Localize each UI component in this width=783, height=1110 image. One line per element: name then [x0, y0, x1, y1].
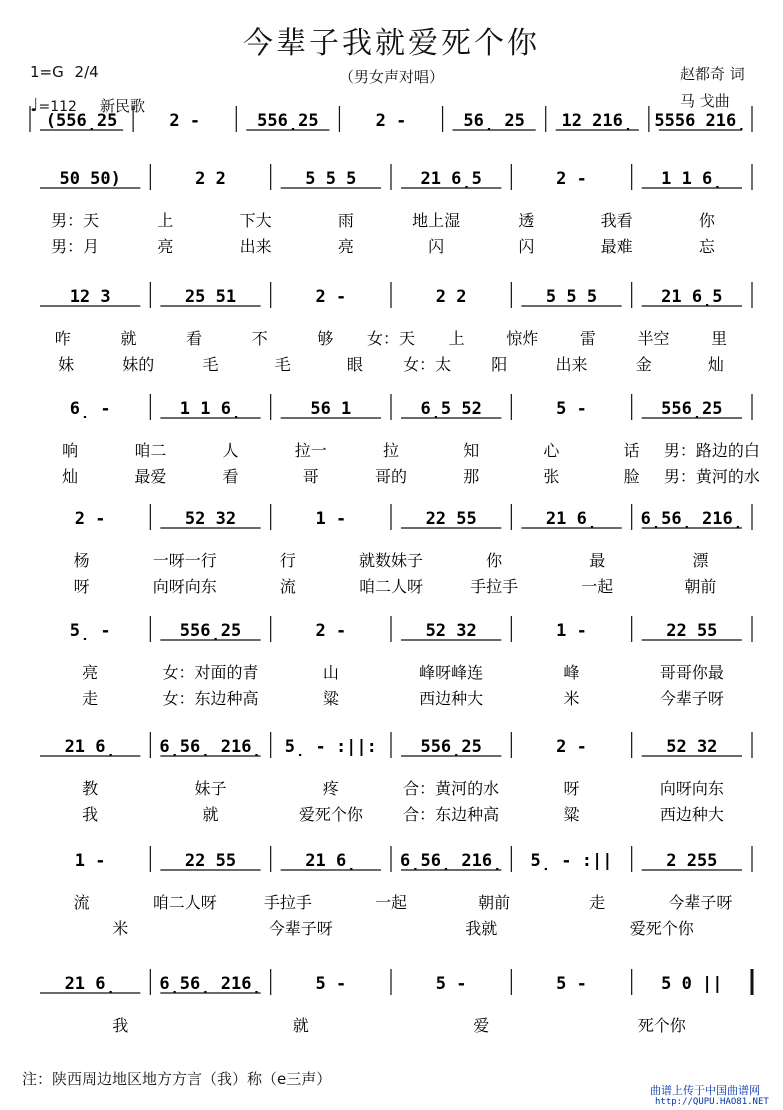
measure-notes: 2 2	[195, 169, 226, 189]
measure-notes: 556̣25	[661, 399, 723, 419]
lyric-text: 一起	[581, 577, 614, 596]
measure-notes: 5 -	[435, 974, 467, 994]
lyric-text: 哥	[302, 467, 319, 486]
lyric-text: 忘	[698, 237, 715, 256]
measure-notes: 21 6̣	[64, 737, 116, 757]
measure-notes: 52 32	[184, 509, 237, 529]
measure-notes: 5 -	[556, 974, 587, 994]
time-signature: 2/4	[74, 63, 99, 81]
watermark-text: 曲谱上传于中国曲谱网	[650, 1084, 760, 1097]
lyric-text: 阳	[491, 355, 508, 374]
lyric-text: 我看	[600, 211, 633, 230]
lyric-text: 透	[518, 211, 535, 230]
lyric-text: 米	[112, 919, 129, 938]
lyric-text: 不	[251, 329, 268, 348]
measure-notes: 2 -	[375, 111, 407, 131]
lyric-text: 看	[186, 329, 203, 348]
measure-notes: 22 55	[184, 851, 237, 871]
measure-notes: 2 -	[315, 621, 347, 641]
lyric-text: 呀	[563, 779, 580, 798]
measure-notes: 52 32	[666, 737, 718, 757]
measure-notes: 50 50)	[59, 169, 121, 189]
measure-notes: 6̣5 52	[420, 399, 482, 419]
measure-notes: 6̣56̣ 216̣	[159, 974, 262, 994]
lyric-text: 拉一	[294, 441, 327, 460]
lyric-text: 闪	[428, 237, 445, 256]
lyric-text: 杨	[73, 551, 90, 570]
lyric-text: 最爱	[134, 467, 167, 486]
lyric-text: 西边种大	[419, 689, 484, 708]
lyric-text: 合：东边种高	[403, 805, 500, 824]
lyric-text: 雷	[579, 329, 596, 348]
lyric-text: 一起	[374, 893, 408, 912]
song-subtitle: （男女声对唱）	[338, 68, 444, 86]
lyric-text: 出来	[239, 237, 272, 256]
lyric-text: 峰	[563, 663, 580, 682]
composer-credit: 马 戈曲	[680, 92, 730, 110]
measure-notes: (556̣25	[45, 111, 118, 131]
measure-notes: 52 32	[425, 621, 477, 641]
lyric-text: 女：太	[403, 355, 452, 374]
lyric-text: 呀	[73, 577, 90, 596]
lyric-text: 西边种大	[659, 805, 724, 824]
measure-notes: 2 -	[556, 737, 587, 757]
lyric-text: 够	[317, 329, 334, 348]
measure-notes: 5 -	[556, 399, 587, 419]
measure-notes: 1 -	[74, 851, 106, 871]
lyric-text: 亮	[82, 663, 99, 682]
measure-notes: 556̣25	[179, 621, 242, 641]
lyric-text: 哥哥你最	[659, 663, 724, 682]
measure-notes: 6̣56̣ 216̣	[159, 737, 262, 757]
lyric-text: 合：黄河的水	[403, 779, 500, 798]
measure-notes: 2 -	[74, 509, 106, 529]
lyric-text: 出来	[555, 355, 588, 374]
lyric-text: 咱二人呀	[358, 577, 424, 596]
lyric-text: 我就	[465, 919, 498, 938]
lyric-text: 今辈子呀	[268, 919, 333, 938]
lyric-text: 死个你	[637, 1016, 686, 1035]
lyric-text: 向呀向东	[152, 577, 217, 596]
lyric-text: 毛	[202, 355, 219, 374]
lyric-text: 就	[120, 329, 137, 348]
lyric-text: 我	[112, 1016, 129, 1035]
lyric-text: 人	[222, 441, 239, 460]
lyric-text: 男：月	[51, 237, 100, 256]
measure-notes: 5 5 5	[305, 169, 357, 189]
measure-notes: 56 1	[310, 399, 352, 419]
measure-notes: 2 255	[666, 851, 718, 871]
lyric-text: 上	[157, 211, 174, 230]
lyric-text: 就数妹子	[358, 551, 424, 570]
measure-notes: 6̣56̣ 216̣	[399, 851, 503, 871]
lyric-text: 妹	[58, 355, 75, 374]
measure-notes: 6̣ -	[69, 399, 111, 419]
song-title: 今辈子我就爱死个你	[243, 26, 540, 61]
lyric-text: 亮	[157, 237, 174, 256]
lyric-text: 女：东边种高	[162, 689, 259, 708]
measure-notes: 21 6̣5	[661, 287, 723, 307]
measure-notes: 22 55	[425, 509, 477, 529]
lyric-text: 闪	[518, 237, 535, 256]
lyric-text: 我	[82, 805, 99, 824]
measure-notes: 5̣ -	[69, 621, 111, 641]
lyric-text: 地上湿	[412, 211, 461, 230]
lyric-text: 向呀向东	[659, 779, 724, 798]
lyric-text: 看	[222, 467, 239, 486]
lyric-text: 最难	[600, 237, 633, 256]
lyric-text: 朝前	[478, 893, 511, 912]
measure-notes: 56̣ 25	[463, 111, 525, 131]
lyric-text: 话	[623, 441, 640, 460]
lyric-text: 惊炸	[506, 329, 539, 348]
lyric-text: 走	[589, 893, 606, 912]
lyric-text: 教	[82, 779, 99, 798]
lyric-text: 妹的	[122, 355, 155, 374]
measure-notes: 556̣25	[257, 111, 319, 131]
lyric-text: 手拉手	[263, 893, 312, 912]
measure-notes: 6̣56̣ 216̣	[640, 509, 744, 529]
lyric-text: 手拉手	[470, 577, 519, 596]
lyric-text: 你	[486, 551, 503, 570]
lyric-text: 山	[322, 663, 339, 682]
lyric-text: 毛	[274, 355, 291, 374]
lyric-text: 流	[73, 893, 90, 912]
measure-notes: 1 -	[315, 509, 347, 529]
measure-notes: 2 -	[169, 111, 201, 131]
lyric-text: 脸	[623, 467, 640, 486]
lyric-text: 女：天	[366, 329, 416, 348]
measure-notes: 556̣25	[420, 737, 482, 757]
lyric-text: 女：对面的青	[162, 663, 259, 682]
lyric-text: 最	[589, 551, 606, 570]
measure-notes: 5̣ - :||:	[284, 737, 377, 757]
lyric-text: 心	[543, 441, 560, 460]
lyric-text: 男：天	[51, 211, 100, 230]
lyric-text: 妹子	[194, 779, 227, 798]
lyric-text: 金	[635, 355, 652, 374]
lyric-text: 就	[202, 805, 219, 824]
lyric-text: 亮	[337, 237, 354, 256]
quarter-note-icon: ♩	[30, 95, 39, 116]
measure-notes: 22 55	[666, 621, 718, 641]
key-text: 1=G	[30, 63, 64, 81]
footnote: 注：陕西周边地区地方方言（我）称（e三声）	[22, 1070, 332, 1088]
lyric-text: 哥的	[374, 467, 408, 486]
lyric-text: 下大	[239, 211, 272, 230]
measure-notes: 1 -	[556, 621, 587, 641]
lyric-text: 咱二	[134, 441, 167, 460]
lyric-text: 就	[292, 1016, 309, 1035]
measure-notes: 1 1 6̣	[179, 399, 242, 419]
measure-notes: 25 51	[184, 287, 237, 307]
tempo-value: =112	[38, 99, 77, 115]
lyricist-credit: 赵都奇 词	[680, 65, 745, 83]
measure-notes: 5̣ - :||	[530, 851, 613, 871]
measure-notes: 21 6̣	[64, 974, 116, 994]
lyric-text: 行	[279, 551, 296, 570]
lyric-text: 响	[62, 441, 79, 460]
lyric-text: 疼	[322, 779, 339, 798]
lyric-text: 峰呀峰连	[419, 663, 484, 682]
lyric-text: 粱	[322, 689, 339, 708]
lyric-text: 咱二人呀	[152, 893, 217, 912]
measure-notes: 2 2	[435, 287, 467, 307]
lyric-text: 粱	[563, 805, 580, 824]
measure-notes: 5 0 ||	[661, 974, 723, 994]
lyric-text: 灿	[62, 467, 79, 486]
measure-notes: 5 5 5	[545, 287, 598, 307]
lyric-text: 半空	[637, 329, 670, 348]
measure-notes: 5556 216̣	[654, 111, 747, 131]
lyric-text: 咋	[54, 329, 71, 348]
lyric-text: 爱死个你	[629, 919, 694, 938]
lyric-text: 走	[82, 689, 99, 708]
lyric-text: 知	[463, 441, 480, 460]
lyric-text: 拉	[382, 441, 400, 460]
measure-notes: 12 216̣	[561, 111, 634, 131]
lyric-text: 那	[463, 467, 480, 486]
lyric-text: 今辈子呀	[659, 689, 724, 708]
lyric-text: 爱死个你	[298, 805, 363, 824]
measure-notes: 12 3	[69, 287, 111, 307]
measure-notes: 5 -	[315, 974, 347, 994]
measure-notes: 1 1 6̣	[661, 169, 723, 189]
lyric-text: 雨	[337, 211, 354, 230]
lyric-text: 男：黄河的水	[663, 467, 760, 486]
lyric-text: 你	[698, 211, 715, 230]
lyric-text: 里	[711, 329, 728, 348]
lyric-text: 漂	[692, 551, 709, 570]
genre-label: 新民歌	[100, 97, 146, 115]
measure-notes: 2 -	[315, 287, 347, 307]
measure-notes: 21 6̣	[545, 509, 598, 529]
lyric-text: 今辈子呀	[668, 893, 733, 912]
lyric-text: 爱	[473, 1016, 490, 1035]
lyric-text: 男：路边的白	[663, 441, 760, 460]
measure-notes: 21 6̣5	[420, 169, 482, 189]
measure-notes: 2 -	[556, 169, 587, 189]
lyric-text: 流	[279, 577, 296, 596]
lyric-text: 朝前	[684, 577, 717, 596]
lyric-text: 张	[543, 467, 560, 486]
watermark-url: http://QUPU.HAO81.NET	[655, 1097, 769, 1107]
lyric-text: 米	[563, 689, 580, 708]
measure-notes: 21 6̣	[305, 851, 357, 871]
lyric-text: 眼	[346, 355, 363, 374]
lyric-text: 一呀一行	[152, 551, 217, 570]
lyric-text: 上	[448, 329, 465, 348]
lyric-text: 灿	[707, 355, 724, 374]
